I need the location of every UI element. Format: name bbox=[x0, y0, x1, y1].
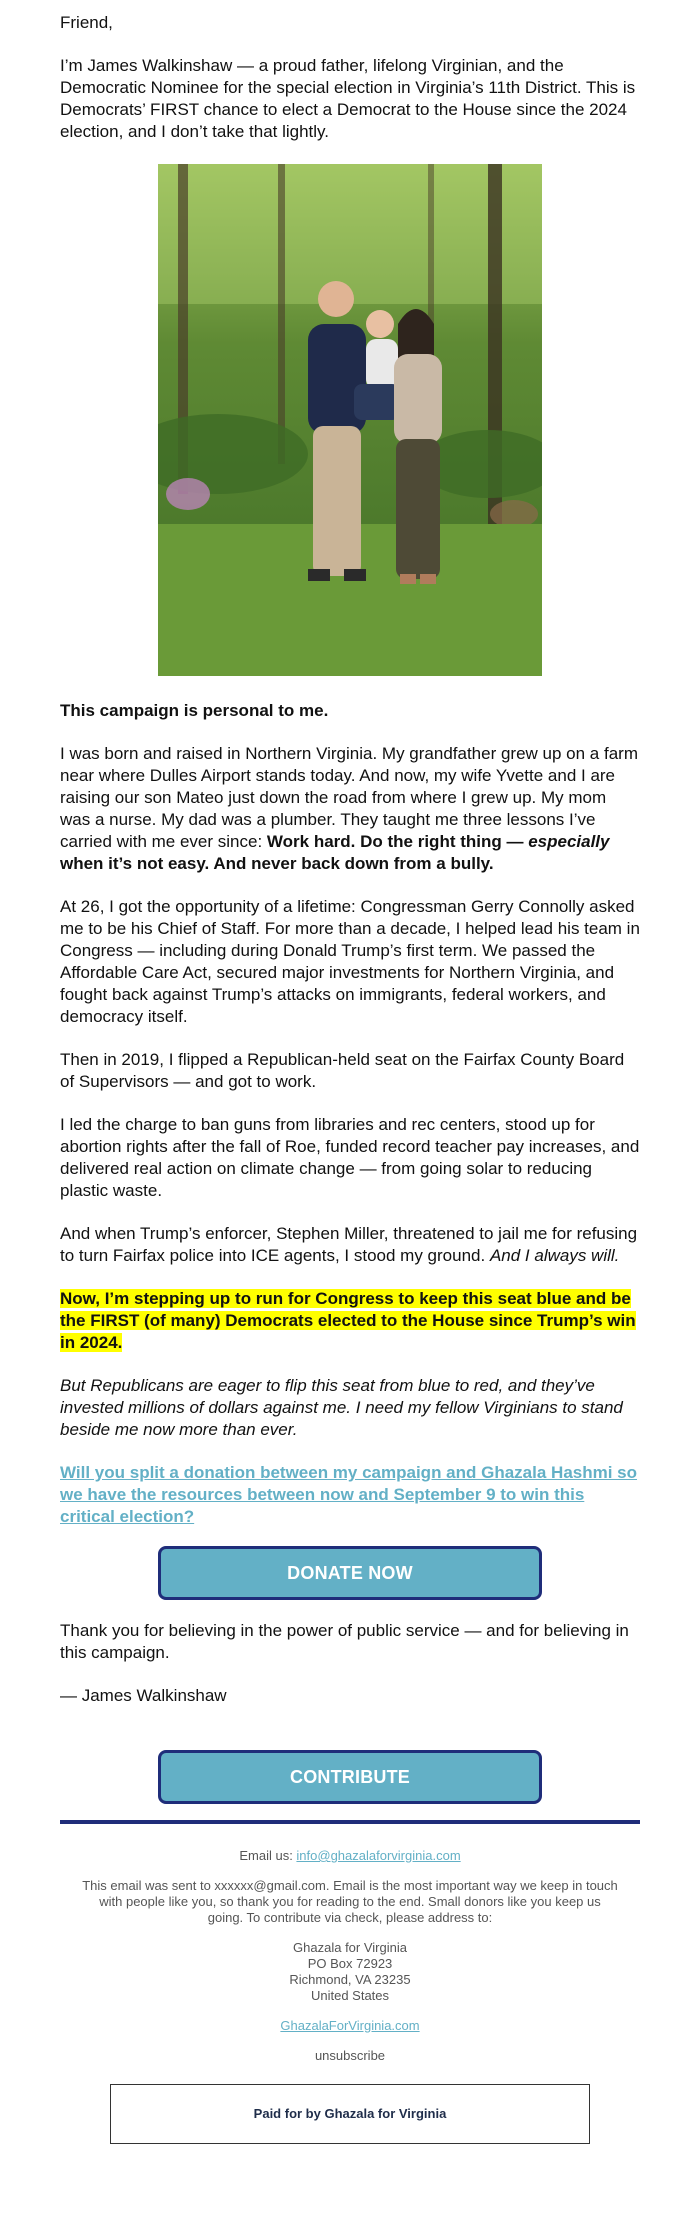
born-paragraph bbox=[60, 743, 640, 875]
footer-address-line: Ghazala for Virginia bbox=[293, 1940, 407, 1955]
thanks-paragraph: Thank you for believing in the power of public service — and for believing in this campaign. bbox=[60, 1621, 629, 1662]
highlight-paragraph bbox=[60, 1288, 640, 1354]
lessons-emphasis: especially bbox=[528, 832, 610, 851]
footer-email-line bbox=[60, 1848, 640, 1864]
donate-now-button[interactable]: DONATE NOW bbox=[158, 1546, 542, 1600]
miller-text: And when Trump’s enforcer, Stephen Miller, threatened to jail me for refusing to turn Fairfax police into ICE agents, I stood my ground. bbox=[60, 1224, 638, 1265]
paid-for-disclaimer: Paid for by Ghazala for Virginia bbox=[110, 2084, 590, 2144]
signature: — James Walkinshaw bbox=[60, 1686, 227, 1705]
contribute-button[interactable]: CONTRIBUTE bbox=[158, 1750, 542, 1804]
footer-address bbox=[60, 1940, 640, 2004]
footer-address-line: United States bbox=[310, 1988, 390, 2003]
salutation: Friend, bbox=[60, 13, 113, 32]
intro-paragraph: I’m James Walkinshaw — a proud father, lifelong Virginian, and the Democratic Nominee for the special election in Virginia’s 11th District. This is Democrats’ FIRST chance to elect a Democrat to the House since the 2024 election, and I don’t take that lightly. bbox=[60, 56, 636, 141]
personal-heading: This campaign is personal to me. bbox=[60, 701, 329, 720]
footer-address-line: PO Box 72923 bbox=[307, 1956, 393, 1971]
record-paragraph: I led the charge to ban guns from libraries and rec centers, stood up for abortion rights after the fall of Roe, funded record teacher pay increases, and delivered real action on climate change — from going solar to reducing plastic waste. bbox=[60, 1115, 640, 1200]
family-photo-illustration bbox=[158, 164, 542, 676]
email-body bbox=[60, 0, 640, 2144]
miller-emphasis: And I always will. bbox=[489, 1246, 620, 1265]
donation-ask-link[interactable]: Will you split a donation between my campaign and Ghazala Hashmi so we have the resources between now and September 9 to win this critical election? bbox=[60, 1463, 638, 1526]
chief-of-staff-paragraph: At 26, I got the opportunity of a lifetime: Congressman Gerry Connolly asked me to be his Chief of Staff. For more than a decade, I helped lead his team in Congress — including during Donald Trump’s first term. We passed the Affordable Care Act, secured major investments for Northern Virginia, and fought back against Trump’s attacks on immigrants, federal workers, and democracy itself. bbox=[60, 897, 640, 1026]
lessons-part-1: Work hard. Do the right thing — bbox=[266, 832, 529, 851]
footer-email-link[interactable]: info@ghazalaforvirginia.com bbox=[296, 1848, 461, 1863]
footer bbox=[60, 1848, 640, 2144]
footer-email-label: Email us: bbox=[239, 1848, 297, 1863]
supervisor-paragraph: Then in 2019, I flipped a Republican-held seat on the Fairfax County Board of Supervisors — and got to work. bbox=[60, 1050, 625, 1091]
miller-paragraph bbox=[60, 1223, 640, 1267]
family-photo bbox=[158, 164, 542, 676]
footer-divider bbox=[60, 1820, 640, 1824]
republicans-paragraph: But Republicans are eager to flip this seat from blue to red, and they’ve invested millions of dollars against me. I need my fellow Virginians to stand beside me now more than ever. bbox=[60, 1376, 623, 1439]
lessons-part-2: when it’s not easy. And never back down from a bully. bbox=[60, 854, 494, 873]
born-text: I was born and raised in Northern Virginia. My grandfather grew up on a farm near where Dulles Airport stands today. And now, my wife Yvette and I are raising our son Mateo just down the road from where I grew up. My mom was a nurse. My dad was a plumber. They taught me three lessons I’ve carried with me ever since: bbox=[60, 744, 638, 851]
footer-notice: This email was sent to xxxxxx@gmail.com. Email is the most important way we keep in touch with people like you, so thank you for reading to the end. Small donors like you keep us going. To contribute via check, please address to: bbox=[82, 1878, 618, 1925]
footer-website-link[interactable] bbox=[60, 2018, 640, 2034]
footer-website-text[interactable]: GhazalaForVirginia.com bbox=[280, 2018, 420, 2033]
highlight-text: Now, I’m stepping up to run for Congress to keep this seat blue and be the FIRST (of many) Democrats elected to the House since Trump’s win in 2024. bbox=[60, 1289, 636, 1352]
unsubscribe-link[interactable]: unsubscribe bbox=[314, 2048, 386, 2063]
footer-address-line: Richmond, VA 23235 bbox=[289, 1972, 411, 1987]
